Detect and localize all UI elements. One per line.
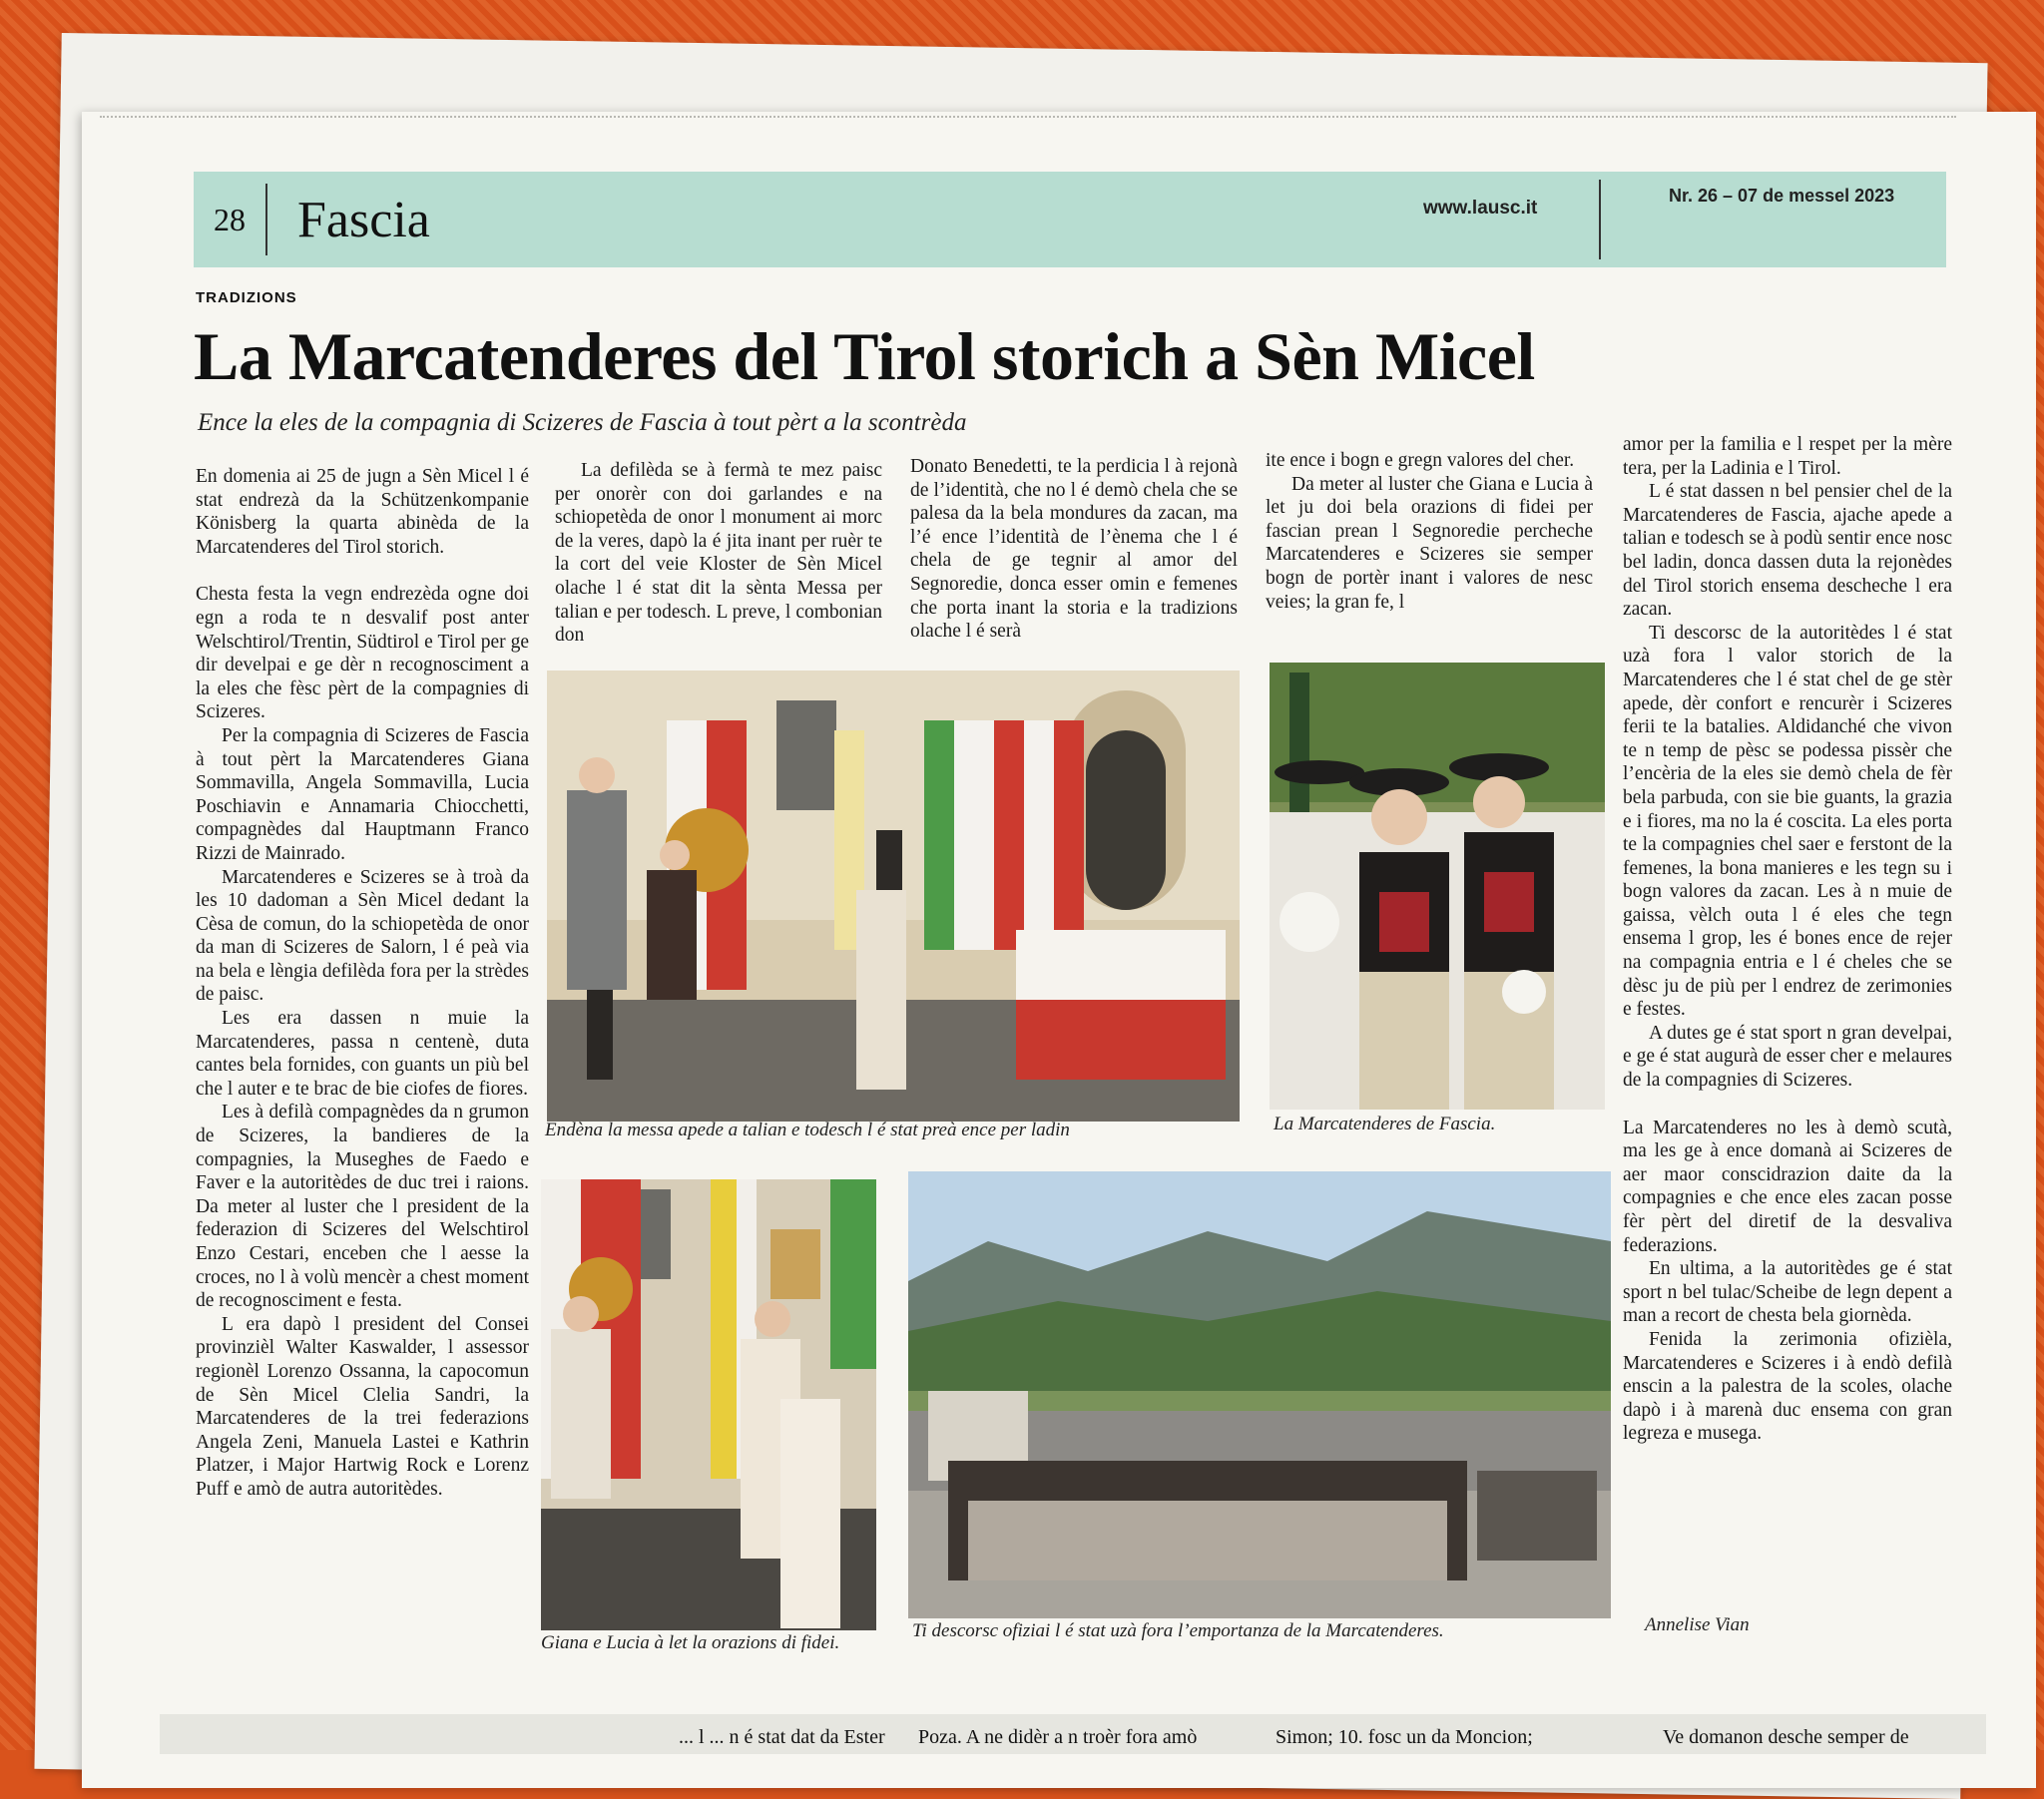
section-title: Fascia (297, 191, 430, 248)
paragraph: La defilèda se à fermà te mez paisc per onorèr con doi garlandes e na schiopetèda de onor l monument ai morc de la veres, dapò la é jita inant per ruèr te la cort del veie Kloster de Sèn Micel olache l é stat dit la sènta Messa per talian e per todesch. L preve, l combonian don (555, 460, 882, 647)
paragraph: L era dapò l president del Consei provinzièl Walter Kaswalder, l assessor regionèl Lorenzo Ossanna, la capocomun de Sèn Micel Clelia Sandri, la Marcatenderes de la trei federazions Angela Zeni, Manuela Lastei e Kathrin Platzer, i Major Hartwig Rock e Lorenz Puff e amò de autra autoritèdes. (196, 1313, 529, 1500)
paragraph: Les à defilà compagnèdes da n grumon de Scizeres, la bandieres de la compagnies, la Museghes de Faedo e Faver e la autoritèdes de duc trei i raions. Da meter al luster che l president de la federazion di Scizeres del Welschtirol Enzo Cestari, enceben che l aesse la croces, no l à volù mencèr a chest moment de recognosciment e festa. (196, 1102, 529, 1312)
paragraph: Chesta festa la vegn endrezèda ogne doi egn a roda te n desvalif post anter Welschtirol/Trentin, Südtirol e Tirol per ge dir develpai e ge dèr n recognosciment a la eles che fèsc pèrt de la compagnies di Scizeres. (196, 584, 529, 723)
photo-ceremony-landscape (908, 1171, 1611, 1618)
paragraph: A dutes ge é stat sport n gran develpai, e ge é stat augurà de esser cher e melaures de la compagnies di Scizeres. (1623, 1022, 1952, 1092)
strip-text: ... l ... n é stat dat da Ester (679, 1726, 885, 1748)
article-column-1 (196, 465, 529, 1502)
photo-caption: Endèna la messa apede a talian e todesch l é stat preà ence per ladin (545, 1120, 1070, 1140)
paragraph: Per la compagnia di Scizeres de Fascia à tout pèrt la Marcatenderes Giana Sommavilla, Angela Sommavilla, Lucia Poschiavin e Annamaria Chiocchetti, compagnèdes dal Hauptmann Franco Rizzi de Mainrado. (196, 724, 529, 864)
article-column-2 (555, 459, 882, 648)
article-kicker: TRADIZIONS (196, 289, 297, 306)
paragraph: En ultima, a la autoritèdes ge é stat sport n bel tulac/Scheibe de legn depent a man a recort de chesta bela giornèda. (1623, 1258, 1952, 1327)
article-subtitle: Ence la eles de la compagnia di Scizeres de Fascia à tout pèrt a la scontrèda (198, 409, 967, 436)
paragraph: Les era dassen n muie la Marcatenderes, passa n centenè, duta cantes bela fornides, con guants un più bel che l auter e te brac de bie ciofes de fiores. (196, 1008, 529, 1100)
photo-giana-lucia (541, 1179, 876, 1630)
website-url: www.lausc.it (1423, 198, 1538, 219)
page-number: 28 (214, 201, 246, 237)
article-column-3 (910, 455, 1238, 644)
paragraph: L é stat dassen n bel pensier chel de la Marcatenderes de Fascia, ajache apede a talian e todesch se à podù sentir ence nosc bel ladin, donca dassen duta la rejonèdes del Tirol storich ensema descheche l era zacan. (1623, 481, 1952, 621)
perforation-line (100, 116, 1956, 118)
header-divider-right (1599, 180, 1601, 259)
article-column-4 (1266, 449, 1593, 614)
header-divider (265, 184, 267, 255)
paragraph: Ti descorsc de la autoritèdes l é stat uzà fora l valor storich de la Marcatenderes che l é stat chel de ge stèr apede, dèr confort e rencurèr i Scizeres ferii te la batalies. Aldidanché che vivon te n temp de pèsc se podessa pissèr che l’encèria de la eles sie demò chela de fèr bela parbuda, con sie bie guants, la grazia e i fiores, ma no la é coscita. La eles porta te la compagnies chel saer e ferstont de la femenes, la bona manieres e les tegn su i bogn valores da zacan. Les à n muie de gaissa, vèlch outa l é eles che tegn ensema l grop, les é bones ence de rejer na compagnia entria e l é cheles che se dèsc ju de più per l endrez de zerimonies e festes. (1623, 622, 1952, 1021)
photo-mass (547, 671, 1240, 1122)
photo-caption: Ti descorsc ofiziai l é stat uzà fora l’emportanza de la Marcatenderes. (912, 1620, 1444, 1641)
paragraph: Da meter al luster che Giana e Lucia à let ju doi bela orazions di fidei per fascian prean l Segnoredie percheche Marcatenderes e Scizeres sie semper bogn de portèr inant i valores de nesc veies; la gran fe, l (1266, 473, 1593, 613)
paragraph: Fenida la zerimonia ofizièla, Marcatenderes e Scizeres i à endò defilà enscin a la palestra de la scoles, olache dapò i à marenà duc ensema con gran legreza e musega. (1623, 1328, 1952, 1445)
paragraph: Marcatenderes e Scizeres se à troà da les 10 dadoman a Sèn Micel dedant la Cèsa de comun, do la schiopetèda de onor da man di Scizeres de Salorn, l é peà via na bela e lèngia defilèda fora per la strèdes de paisc. (196, 866, 529, 1006)
next-article-strip (160, 1714, 1986, 1754)
paragraph: ite ence i bogn e gregn valores del cher. (1266, 450, 1575, 471)
paragraph: amor per la familia e l respet per la mère tera, per la Ladinia e l Tirol. (1623, 434, 1952, 479)
issue-date: Nr. 26 – 07 de messel 2023 (1669, 186, 1895, 206)
article-title: La Marcatenderes del Tirol storich a Sèn Micel (194, 318, 1535, 394)
photo-marcatenderes-fascia (1270, 663, 1605, 1110)
author-signature: Annelise Vian (1645, 1614, 1750, 1635)
paragraph: Donato Benedetti, te la perdicia l à rejonà de l’identità, che no l é demò chela che se palesa da la bela mondures da zacan, ma l’é ence l’identità de l’ènema che l é chela de ge tegnir al amor del Segnoredie, donca esser omin e femenes che porta inant la storia e la tradizions olache l é serà (910, 456, 1238, 643)
strip-text: Ve domanon desche semper de (1663, 1726, 1909, 1748)
photo-caption: Giana e Lucia à let la orazions di fidei. (541, 1632, 840, 1653)
strip-text: Simon; 10. fosc un da Moncion; (1276, 1726, 1533, 1748)
strip-text: Poza. A ne didèr a n troèr fora amò (918, 1726, 1198, 1748)
paragraph: La Marcatenderes no les à demò scutà, ma les ge à ence domanà ai Scizeres de aer maor conscidrazion daite da la compagnies e che ence eles zacan posse fèr pèrt del diretif de la desvaliva federazions. (1623, 1117, 1952, 1256)
photo-caption: La Marcatenderes de Fascia. (1274, 1114, 1496, 1134)
article-column-5 (1623, 433, 1952, 1446)
paragraph: En domenia ai 25 de jugn a Sèn Micel l é stat endrezà da la Schützenkompanie Könisberg la quarta abinèda de la Marcatenderes del Tirol storich. (196, 466, 529, 558)
page-header (194, 172, 1946, 267)
